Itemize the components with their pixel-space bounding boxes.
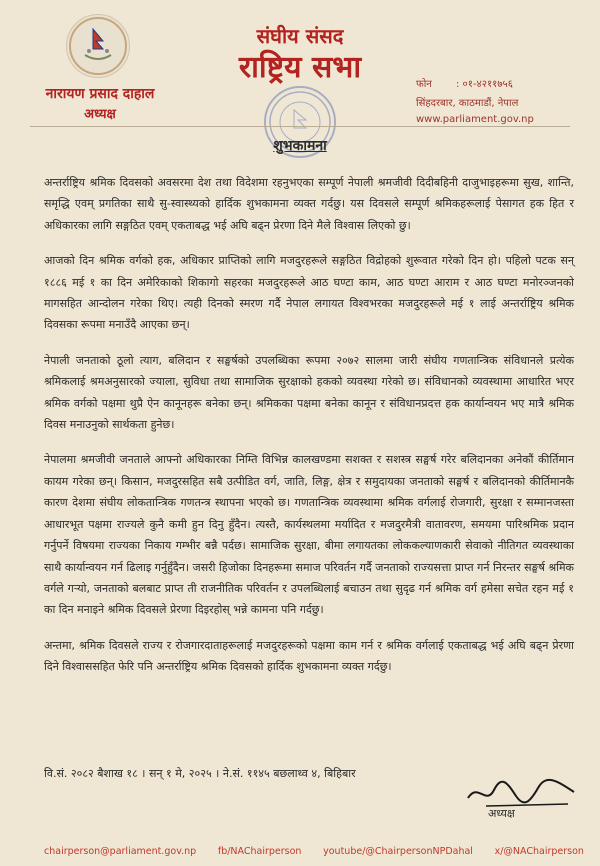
signature-title: अध्यक्ष (488, 807, 515, 820)
paragraph-2: आजको दिन श्रमिक वर्गको हक, अधिकार प्राप्तिको लागि मजदुरहरूले सङ्गठित विद्रोहको शुरूवात गरेको दिन हो। पहिलो पटक सन् १८८६ मई १ का दिन अमेरिकाको शिकागो सहरका मजदुरहरूले आठ घण्टा काम, आठ घण्टा आराम र आठ घण्टा मनोरञ्जनको मागसहित आन्दोलन गरेका थिए। त्यही दिनको स्मरण गर्दै नेपाल लगायत विश्वभरका मजदुरहरूले मई १ लाई अन्तर्राष्ट्रिय श्रमिक दिवसका रूपमा मनाउँदै आएका छन्। (44, 254, 574, 332)
handwritten-signature (464, 776, 584, 816)
chair-name: नारायण प्रसाद दाहाल (45, 86, 155, 102)
facebook-link[interactable]: fb/NAChairperson (217, 846, 302, 857)
paragraph-4: नेपालमा श्रमजीवी जनताले आफ्नो अधिकारका निम्ति विभिन्न कालखण्डमा सशक्त र सशस्त्र सङ्घर्ष गरेर बलिदानका अनेकौं कीर्तिमान कायम गरेका छन्। किसान, मजदुरसहित सबै उत्पीडित वर्ग, जाति, लिङ्ग, क्षेत्र र समुदायका जनताको सङ्घर्ष र बलिदानको कीर्तिमानकै कारण देशमा संघीय लोकतान्त्रिक गणतन्त्र स्थापना भएको छ। गणतान्त्रिक व्यवस्थामा श्रमिक वर्गलाई रोजगारी, सुरक्षा र सम्मानजस्ता आधारभूत पक्षमा राज्यले कुनै कमी हुन दिनु हुँदैन। त्यस्तै, कार्यस्थलमा मर्यादित र मजदुरमैत्री वातावरण, समयमा पारिश्रमिक प्रदान गर्नुपर्ने विषयमा राज्यका निकाय गम्भीर बन्नै पर्दछ। सामाजिक सुरक्षा, बीमा लगायतका लोककल्याणकारी सेवाको नीतिगत व्यवस्थाका साथै कार्यान्वयन गर्न ढिलाइ गर्नुहुँदैन। जसरी हिजोका दिनहरूमा समाज परिवर्तन गर्दै जनताको राज्यसत्ता प्राप्त गर्न निरन्तर सङ्घर्ष श्रमिक वर्गले गऱ्यो, जनताको बलबाट प्राप्त ती राजनीतिक परिवर्तन र उपलब्धिलाई बचाउन तथा सुदृढ गर्न श्रमिक वर्ग हमेसा सचेत रहन मई १ का दिन मनाइने श्रमिक दिवसले प्रेरणा दिइरहोस् भन्ने कामना पनि गर्दछु। (44, 453, 574, 617)
date-line: वि.सं. २०८२ बैशाख १८ । सन् १ मे, २०२५ । ने.सं. ११४५ बछलाथ्व ४, बिहिबार (44, 767, 356, 780)
youtube-link[interactable]: youtube/@ChairpersonNPDahal (323, 846, 473, 857)
website-link[interactable]: www.parliament.gov.np (416, 114, 534, 125)
paragraph-1: अन्तर्राष्ट्रिय श्रमिक दिवसको अवसरमा देश तथा विदेशमा रहनुभएका सम्पूर्ण नेपाली श्रमजीवी दिदीबहिनी दाजुभाइहरूमा सुख, शान्ति, समृद्धि एवम् प्रगतिका साथै सु-स्वास्थ्यको हार्दिक शुभकामना व्यक्त गर्दछु। यस दिवसले सम्पूर्ण श्रमिकहरूलाई पेसागत हक हित र अधिकारका लागि सङ्गठित एवम् एकताबद्ध भई अघि बढ्न प्रेरणा दिने मैले विश्वास लिएको छु। (44, 176, 574, 232)
paragraph-3: नेपाली जनताको ठूलो त्याग, बलिदान र सङ्घर्षको उपलब्धिका रूपमा २०७२ सालमा जारी संघीय गणतान्त्रिक संविधानले प्रत्येक श्रमिकलाई श्रमअनुसारको ज्याला, सुविधा तथा सामाजिक सुरक्षाको हकको व्यवस्था गरेको छ। संविधानको व्यवस्थामा आधारित भएर श्रमिक वर्गको पक्षमा थुप्रै ऐन कानूनहरू बनेका छन्। श्रमिकका पक्षमा बनेका कानून र संविधानप्रदत्त हक कार्यान्वयन भए मात्रै श्रमिक दिवस मनाउनुको सार्थकता हुनेछ। (44, 353, 574, 432)
twitter-link[interactable]: x/@NAChairperson (494, 846, 584, 857)
chair-title: अध्यक्ष (84, 107, 116, 122)
nepal-emblem-logo (66, 14, 130, 78)
letter-body (44, 172, 574, 692)
header-divider (30, 126, 570, 127)
national-assembly-name: राष्ट्रिय सभा (238, 50, 362, 85)
email-link[interactable]: chairperson@parliament.gov.np (44, 846, 197, 857)
address: सिंहदरबार, काठमाडौं, नेपाल (416, 98, 519, 109)
phone-number: : ०१-४२११७५६ (456, 79, 513, 90)
phone-label: फोन (416, 79, 432, 90)
footer-social-links (44, 846, 584, 857)
contact-block (416, 76, 586, 130)
parliament-name: संघीय संसद (256, 24, 344, 48)
paragraph-5: अन्तमा, श्रमिक दिवसले राज्य र रोजगारदाताहरूलाई मजदुरहरूको पक्षमा काम गर्न र श्रमिक वर्गलाई एकताबद्ध भई अघि बढ्न प्रेरणा दिने विश्वाससहित फेरि पनि अन्तर्राष्ट्रिय श्रमिक दिवसको हार्दिक शुभकामना व्यक्त गर्दछु। (44, 638, 574, 674)
letter-title: शुभकामना (273, 138, 327, 154)
